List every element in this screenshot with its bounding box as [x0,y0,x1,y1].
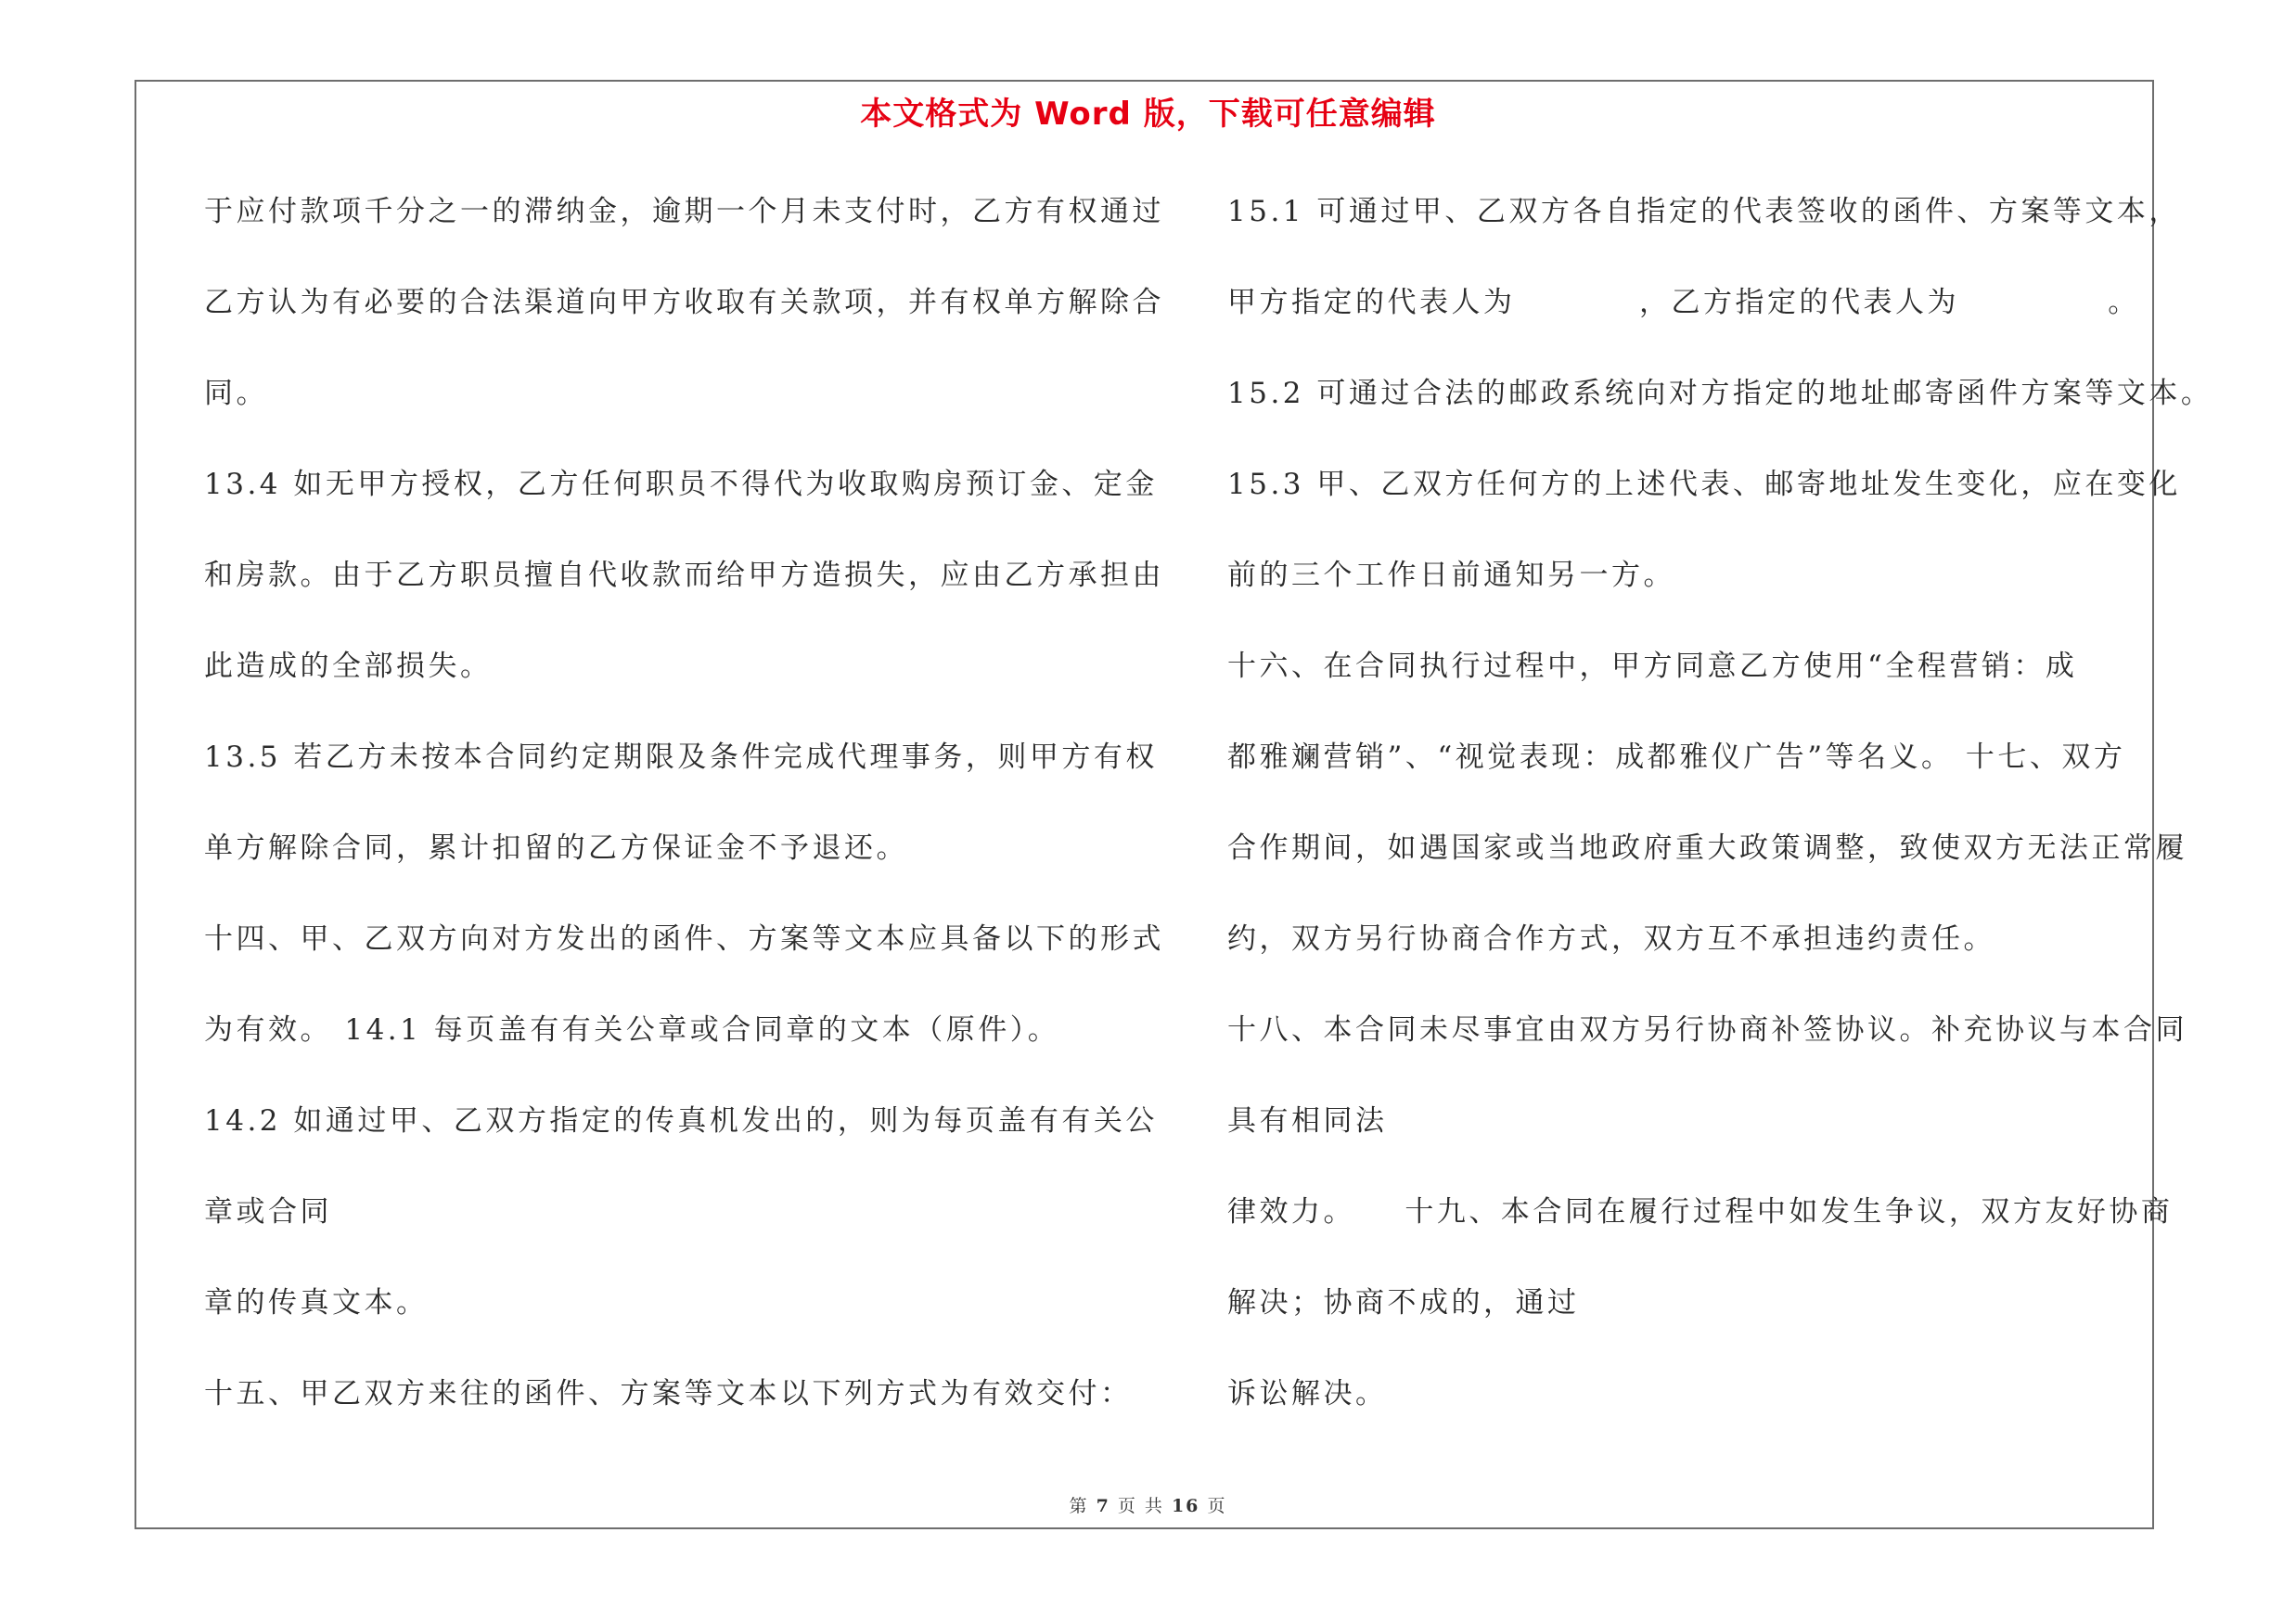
right-line-13: 解决；协商不成的，通过 [1227,1286,1580,1320]
right-line-10: 十八、本合同未尽事宜由双方另行协商补签协议。补充协议与本合同 [1227,1013,2187,1047]
right-line-8: 合作期间，如遇国家或当地政府重大政策调整，致使双方无法正常履 [1227,831,2187,865]
current-page-number: 7 [1096,1496,1110,1516]
right-line-14: 诉讼解决。 [1227,1377,1388,1410]
left-line-5: 和房款。由于乙方职员擅自代收款而给甲方造损失，应由乙方承担由 [204,559,1164,592]
right-line-4: 15.3 甲、乙双方任何方的上述代表、邮寄地址发生变化，应在变化 [1227,468,2181,501]
right-line-6: 十六、在合同执行过程中，甲方同意乙方使用“全程营销：成 [1227,650,2078,683]
left-column [204,186,1164,1459]
right-line-9: 约，双方另行协商合作方式，双方互不承担违约责任。 [1227,922,1995,956]
right-column [1227,186,2213,1459]
footer-prefix: 第 [1069,1496,1089,1516]
left-line-6: 此造成的全部损失。 [204,650,493,683]
right-line-7: 都雅斓营销”、“视觉表现：成都雅仪广告”等名义。 十七、双方 [1227,741,2126,774]
right-line-11: 具有相同法 [1227,1104,1388,1138]
left-line-4: 13.4 如无甲方授权，乙方任何职员不得代为收取购房预订金、定金 [204,468,1158,501]
total-page-number: 16 [1171,1496,1200,1516]
right-line-5: 前的三个工作日前通知另一方。 [1227,559,1675,592]
left-line-7: 13.5 若乙方未按本合同约定期限及条件完成代理事务，则甲方有权 [204,741,1158,774]
right-line-12: 律效力。 十九、本合同在履行过程中如发生争议，双方友好协商 [1227,1195,2174,1229]
left-line-11: 14.2 如通过甲、乙双方指定的传真机发出的，则为每页盖有有关公 [204,1104,1158,1138]
left-line-3: 同。 [204,377,268,410]
left-line-14: 十五、甲乙双方来往的函件、方案等文本以下列方式为有效交付： [204,1377,1133,1410]
left-line-13: 章的传真文本。 [204,1286,429,1320]
right-line-2: 甲方指定的代表人为 ，乙方指定的代表人为 。 [1227,286,2140,319]
left-line-8: 单方解除合同，累计扣留的乙方保证金不予退还。 [204,831,908,865]
left-line-1: 于应付款项千分之一的滞纳金，逾期一个月未支付时，乙方有权通过 [204,195,1164,228]
footer-suffix: 页 [1207,1496,1227,1516]
left-line-12: 章或合同 [204,1195,332,1229]
left-line-9: 十四、甲、乙双方向对方发出的函件、方案等文本应具备以下的形式 [204,922,1164,956]
left-line-10: 为有效。 14.1 每页盖有有关公章或合同章的文本（原件）。 [204,1013,1060,1047]
footer-middle: 页 共 [1117,1496,1164,1516]
word-format-banner: 本文格式为 Word 版，下载可任意编辑 [860,96,1436,133]
right-line-1: 15.1 可通过甲、乙双方各自指定的代表签收的函件、方案等文本， [1227,195,2181,228]
page-number-footer [0,1492,2296,1517]
left-line-2: 乙方认为有必要的合法渠道向甲方收取有关款项，并有权单方解除合 [204,286,1164,319]
right-line-3: 15.2 可通过合法的邮政系统向对方指定的地址邮寄函件方案等文本。 [1227,377,2213,410]
